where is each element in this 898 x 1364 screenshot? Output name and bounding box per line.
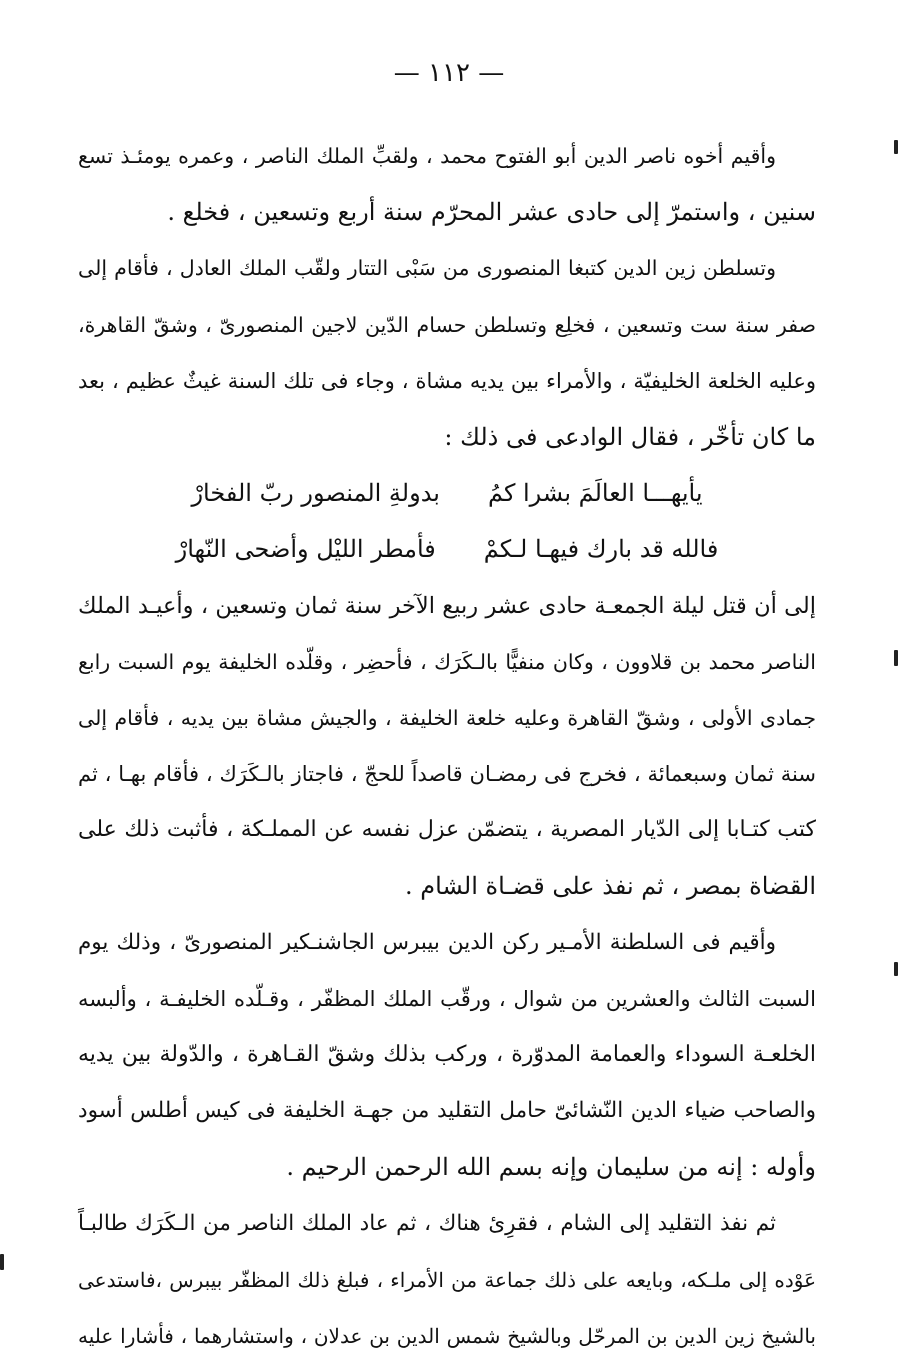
text-line: إلى أن قتل ليلة الجمعـة حادى عشر ربيع الآخر سنة ثمان وتسعين ، وأعيـد الملك xyxy=(78,592,816,619)
text-line: صفر سنة ست وتسعين ، فخلِع وتسلطن حسام الدّين لاجين المنصورىّ ، وشقّ القاهرة، xyxy=(78,312,816,337)
scan-edge-mark xyxy=(894,650,898,666)
text-line: الناصر محمد بن قلاوون ، وكان منفيًّا بالـكَرَك ، فأحضِر ، وقلّده الخليفة يوم السبت رابع xyxy=(78,649,816,674)
text-line: كتب كتـابا إلى الدّيار المصرية ، يتضمّن عزل نفسه عن المملـكة ، فأثبت ذلك على xyxy=(78,817,816,843)
page-body xyxy=(78,128,816,1364)
text-line: ما كان تأخّر ، فقال الوادعى فى ذلك : xyxy=(444,422,816,451)
text-line: القضاة بمصر ، ثم نفذ على قضـاة الشام . xyxy=(405,872,816,901)
scan-edge-mark xyxy=(894,962,898,976)
text-line: الخلعـة السوداء والعمامة المدوّرة ، وركب بذلك وشقّ القـاهرة ، والدّولة بين يديه xyxy=(78,1042,816,1067)
verse-hemistich: فأمطر الليْل وأضحى النّهارْ xyxy=(175,535,436,564)
verse-hemistich: بدولةِ المنصور ربّ الفخارْ xyxy=(191,479,440,508)
text-line: وعليه الخلعة الخليفيّة ، والأمراء بين يديه مشاة ، وجاء فى تلك السنة غيثٌ عظيم ، بعد xyxy=(78,368,816,393)
verse-hemistich: يأيهـــا العالَمَ بشرا كمُ xyxy=(487,479,703,508)
text-line: وتسلطن زين الدين كتبغا المنصورى من سَبْى التتار ولقّب الملك العادل ، فأقام إلى xyxy=(78,256,776,281)
text-line: عَوْده إلى ملـكه، وبايعه على ذلك جماعة من الأمراء ، فبلغ ذلك المظفّر بيبرس ،فاستدعى xyxy=(78,1267,816,1292)
verse-hemistich: فالله قد بارك فيهـا لـكمْ xyxy=(483,535,719,564)
text-line: ثم نفذ التقليد إلى الشام ، فقرِئ هناك ، ثم عاد الملك الناصر من الـكَرَك طالبـاً xyxy=(78,1210,776,1236)
poem-verse xyxy=(78,521,816,577)
scan-edge-mark xyxy=(0,1254,4,1270)
text-line: وأقيم أخوه ناصر الدين أبو الفتوح محمد ، ولقبِّ الملك الناصر ، وعمره يومئـذ تسع xyxy=(78,144,776,168)
text-line: وأقيم فى السلطنة الأمـير ركن الدين بيبرس الجاشنـكير المنصورىّ ، وذلك يوم xyxy=(78,929,776,955)
page-number: — ١١٢ — xyxy=(393,58,505,88)
scan-edge-mark xyxy=(894,140,898,154)
text-line: جمادى الأولى ، وشقّ القاهرة وعليه خلعة الخليفة ، والجيش مشاة بين يديه ، فأقام إلى xyxy=(78,705,816,730)
text-line: وأوله : إنه من سليمان وإنه بسم الله الرحمن الرحيم . xyxy=(286,1153,816,1182)
text-line: والصاحب ضياء الدين النّشائىّ حامل التقليد من جهـة الخليفة فى كيس أطلس أسود xyxy=(78,1098,816,1124)
text-line: السبت الثالث والعشرين من شوال ، ورقّب الملك المظفّر ، وقـلّده الخليفـة ، وألبسه xyxy=(78,986,816,1011)
text-line: سنين ، واستمرّ إلى حادى عشر المحرّم سنة أربع وتسعين ، فخلع . xyxy=(167,198,816,227)
text-line: بالشيخ زين الدين بن المرحّل وبالشيخ شمس الدين بن عدلان ، واستشارهما ، فأشارا عليه xyxy=(78,1323,816,1348)
text-line: سنة ثمان وسبعمائة ، فخرج فى رمضـان قاصداً للحجّ ، فاجتاز بالـكَرَك ، فأقام بهـا ، ثم xyxy=(78,762,816,787)
poem-verse xyxy=(78,465,816,521)
